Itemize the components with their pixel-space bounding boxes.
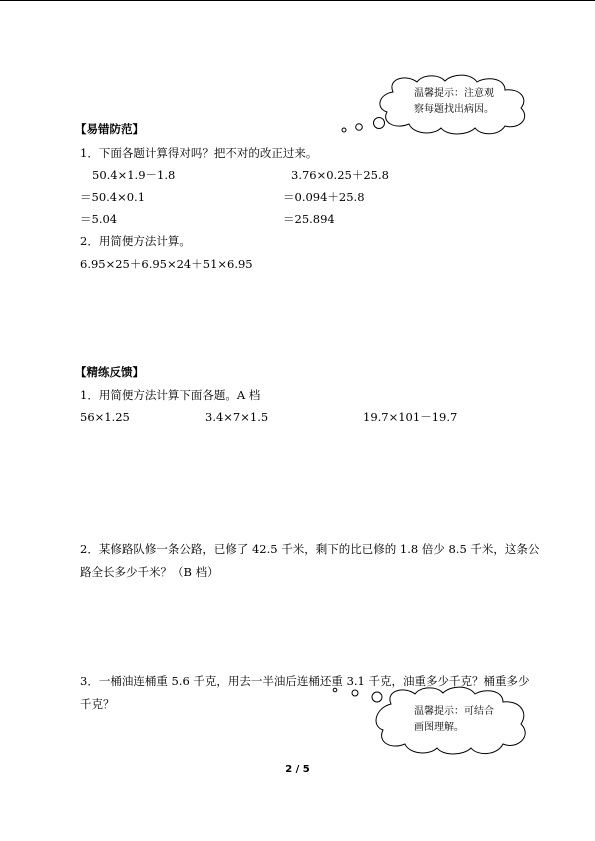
question-2-3-line-2: 千克？ bbox=[80, 697, 115, 711]
calc-a-step-1: 50.4×1.9－1.8 bbox=[92, 168, 176, 182]
question-1-2: 2．用简便方法计算。 bbox=[80, 234, 191, 248]
question-2-2-line-1: 2．某修路队修一条公路，已修了 42.5 千米，剩下的比已修的 1.8 倍少 8.5 千米，这条公 bbox=[80, 542, 540, 556]
question-2-2-line-2: 路全长多少千米？（B 档） bbox=[80, 565, 219, 579]
tip-2-line-2: 画图理解。 bbox=[414, 722, 464, 733]
question-2-1-expr-c: 19.7×101－19.7 bbox=[363, 410, 458, 424]
page-number: 2 / 5 bbox=[285, 764, 310, 775]
calc-a-step-2: ＝50.4×0.1 bbox=[80, 190, 146, 204]
calc-b-step-3: ＝25.894 bbox=[283, 212, 335, 226]
tip-1-line-2: 察每题找出病因。 bbox=[414, 104, 494, 115]
section-heading-mistake-prevention: 【易错防范】 bbox=[75, 122, 144, 136]
page-top-rule bbox=[0, 0, 595, 1]
question-1-2-expression: 6.95×25＋6.95×24＋51×6.95 bbox=[80, 257, 253, 271]
calc-a-step-3: ＝5.04 bbox=[80, 212, 118, 226]
question-2-1: 1．用简便方法计算下面各题。A 档 bbox=[80, 388, 261, 402]
question-2-1-expr-a: 56×1.25 bbox=[80, 410, 130, 424]
tip-2-line-1: 温馨提示：可结合 bbox=[414, 706, 494, 717]
question-2-3-line-1: 3．一桶油连桶重 5.6 千克，用去一半油后连桶还重 3.1 千克，油重多少千克？桶重多少 bbox=[80, 674, 530, 688]
calc-b-step-1: 3.76×0.25＋25.8 bbox=[291, 168, 389, 182]
tip-1-line-1: 温馨提示：注意观 bbox=[414, 88, 494, 99]
question-2-1-expr-b: 3.4×7×1.5 bbox=[205, 410, 269, 424]
section-heading-practice-feedback: 【精练反馈】 bbox=[75, 365, 144, 379]
question-1-1: 1．下面各题计算得对吗？把不对的改正过来。 bbox=[80, 146, 318, 160]
calc-b-step-2: ＝0.094＋25.8 bbox=[283, 190, 365, 204]
